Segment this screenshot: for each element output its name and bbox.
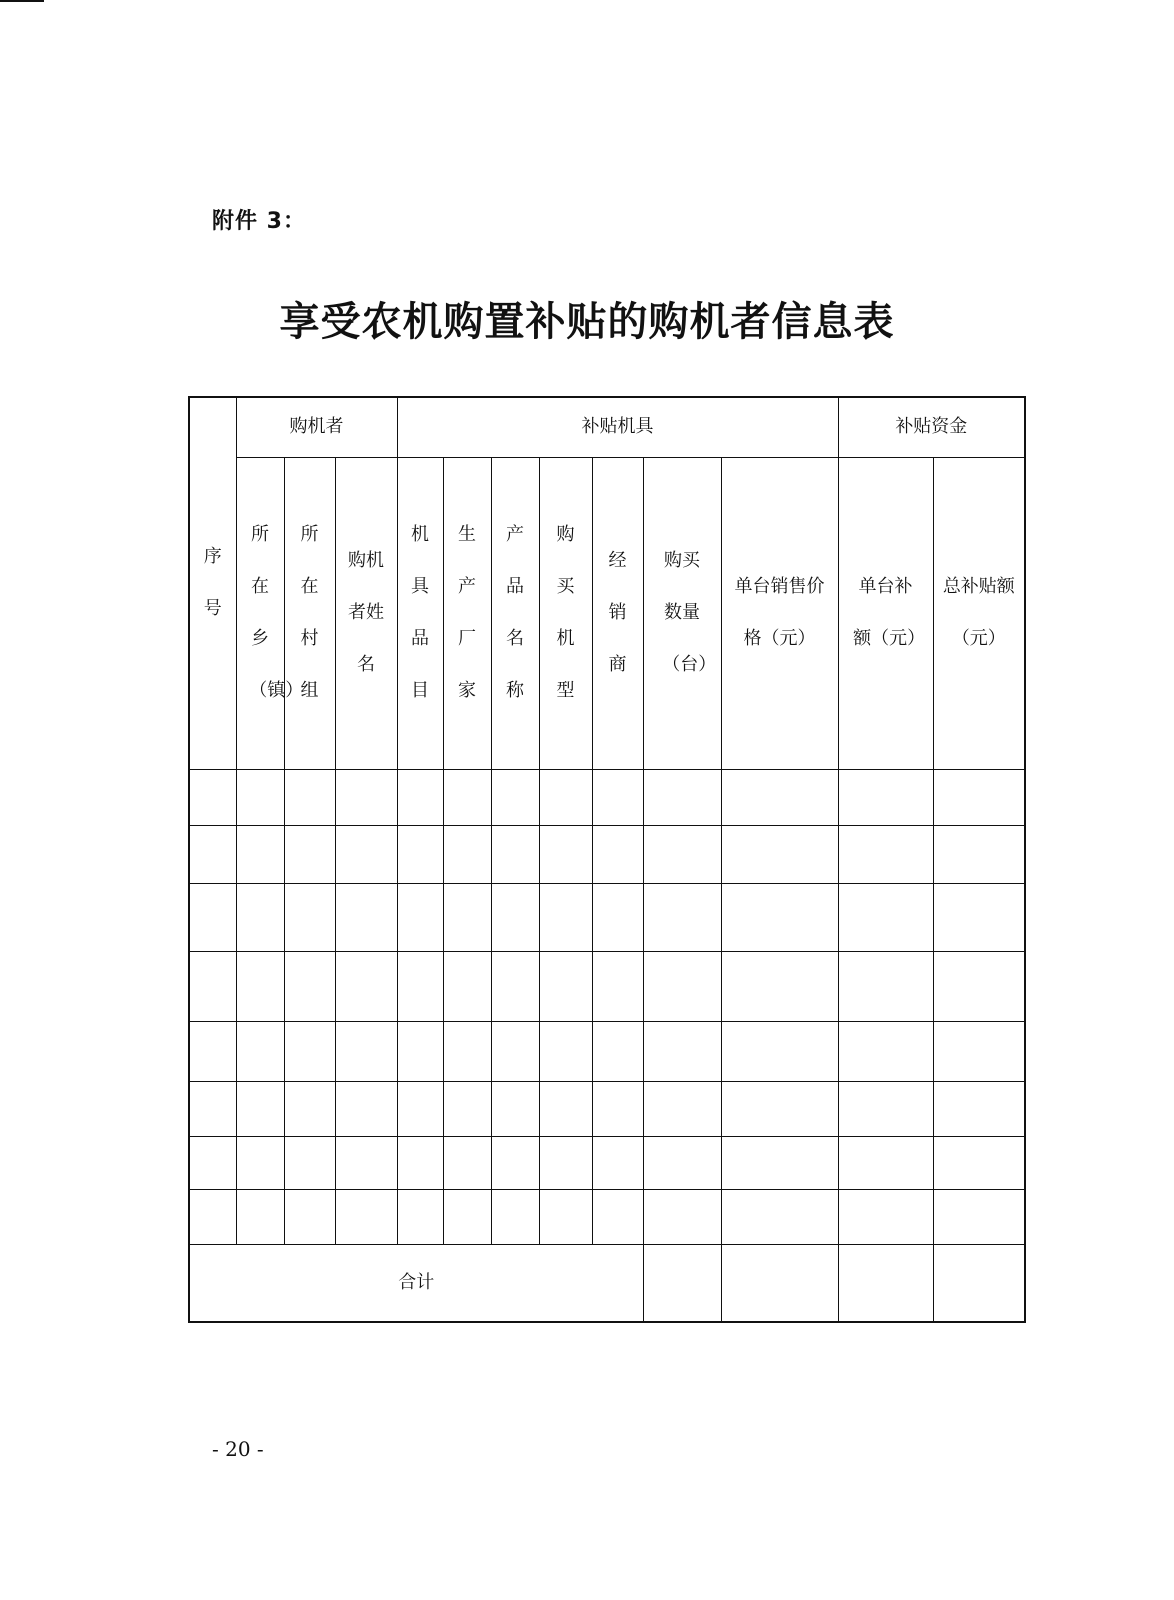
table-row <box>189 951 1025 1021</box>
header-unit-subsidy: 单台补额（元） <box>838 457 933 769</box>
total-unit-subsidy[interactable] <box>838 1244 933 1322</box>
page-number: - 20 - <box>212 1437 264 1461</box>
table-row <box>189 1081 1025 1136</box>
attachment-label: 附件 3： <box>212 209 306 234</box>
header-category: 机具品目 <box>397 457 443 769</box>
header-unit-price: 单台销售价格（元） <box>721 457 838 769</box>
total-row <box>189 1244 1025 1322</box>
table-row <box>189 1021 1025 1081</box>
header-group-funds: 补贴资金 <box>838 397 1025 457</box>
header-seq: 序号 <box>189 397 236 769</box>
header-township: 所在乡（镇） <box>236 457 284 769</box>
total-total-subsidy[interactable] <box>933 1244 1025 1322</box>
total-label: 合计 <box>189 1244 643 1322</box>
total-unit-price[interactable] <box>721 1244 838 1322</box>
header-village: 所在村组 <box>284 457 335 769</box>
header-product-name: 产品名称 <box>491 457 539 769</box>
header-row-columns <box>189 457 1025 769</box>
header-model: 购买机型 <box>539 457 592 769</box>
table-row <box>189 769 1025 825</box>
table-row <box>189 1189 1025 1244</box>
table-row <box>189 883 1025 951</box>
header-dealer: 经销商 <box>592 457 643 769</box>
header-total-subsidy: 总补贴额（元） <box>933 457 1025 769</box>
table-row <box>189 825 1025 883</box>
scan-corner-mark <box>0 0 44 8</box>
document-title: 享受农机购置补贴的购机者信息表 <box>279 298 895 345</box>
header-manufacturer: 生产厂家 <box>443 457 491 769</box>
header-group-machine: 补贴机具 <box>397 397 838 457</box>
table-row <box>189 1136 1025 1189</box>
buyer-info-table <box>188 396 1026 1323</box>
header-group-buyer: 购机者 <box>236 397 397 457</box>
header-quantity: 购买数量（台） <box>643 457 721 769</box>
header-buyer-name: 购机者姓名 <box>335 457 397 769</box>
header-row-groups <box>189 397 1025 457</box>
total-quantity[interactable] <box>643 1244 721 1322</box>
